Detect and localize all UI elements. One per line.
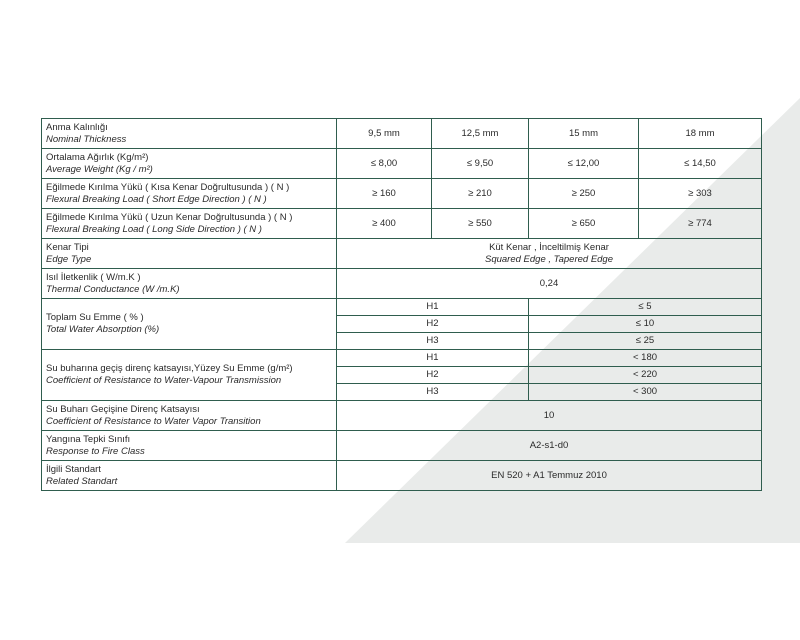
row-weight [42, 149, 762, 179]
label-fire: Yangına Tepki Sınıfı Response to Fire Class [42, 431, 337, 461]
cell-value: 12,5 mm [432, 119, 529, 149]
cell-value: ≥ 250 [529, 179, 639, 209]
cell-value: < 180 [529, 350, 762, 367]
cell-value: 15 mm [529, 119, 639, 149]
cell-value: ≤ 12,00 [529, 149, 639, 179]
cell-value: 18 mm [639, 119, 762, 149]
row-flex-long [42, 209, 762, 239]
cell-value: 9,5 mm [337, 119, 432, 149]
cell-value: ≥ 210 [432, 179, 529, 209]
label-water: Toplam Su Emme ( % ) Total Water Absorption (%) [42, 299, 337, 350]
cell-value: 10 [337, 401, 762, 431]
cell-class: H3 [337, 384, 529, 401]
cell-value: ≤ 5 [529, 299, 762, 316]
cell-value: ≤ 9,50 [432, 149, 529, 179]
label-thickness: Anma Kalınlığı Nominal Thickness [42, 119, 337, 149]
cell-value: ≥ 774 [639, 209, 762, 239]
label-vapour: Su Buharı Geçişine Direnç Katsayısı Coefficient of Resistance to Water Vapor Transition [42, 401, 337, 431]
cell-class: H1 [337, 299, 529, 316]
label-flex-long: Eğilmede Kırılma Yükü ( Uzun Kenar Doğrultusunda ) ( N ) Flexural Breaking Load ( Long Side Direction ) ( N ) [42, 209, 337, 239]
row-fire [42, 431, 762, 461]
row-thickness [42, 119, 762, 149]
row-edge [42, 239, 762, 269]
label-standard: İlgili Standart Related Standart [42, 461, 337, 491]
label-edge: Kenar Tipi Edge Type [42, 239, 337, 269]
label-flex-short: Eğilmede Kırılma Yükü ( Kısa Kenar Doğrultusunda ) ( N ) Flexural Breaking Load ( Short Edge Direction ) ( N ) [42, 179, 337, 209]
row-standard [42, 461, 762, 491]
row-vapour-surface-h1 [42, 350, 762, 367]
cell-value: 0,24 [337, 269, 762, 299]
cell-value-edge: Küt Kenar , İnceltilmiş Kenar Squared Edge , Tapered Edge [337, 239, 762, 269]
cell-value: ≤ 8,00 [337, 149, 432, 179]
label-vapour-surface: Su buharına geçiş direnç katsayısı,Yüzey Su Emme (g/m²) Coefficient of Resistance to Water-Vapour Transmission [42, 350, 337, 401]
cell-value: ≤ 14,50 [639, 149, 762, 179]
row-thermal [42, 269, 762, 299]
cell-value: ≥ 400 [337, 209, 432, 239]
row-flex-short [42, 179, 762, 209]
cell-class: H3 [337, 333, 529, 350]
label-weight: Ortalama Ağırlık (Kg/m²) Average Weight (Kg / m²) [42, 149, 337, 179]
row-vapour [42, 401, 762, 431]
cell-class: H2 [337, 316, 529, 333]
cell-value: ≤ 25 [529, 333, 762, 350]
label-thermal: Isıl İletkenlik ( W/m.K ) Thermal Conductance (W /m.K) [42, 269, 337, 299]
cell-value: EN 520 + A1 Temmuz 2010 [337, 461, 762, 491]
cell-value: ≥ 160 [337, 179, 432, 209]
row-water-h1 [42, 299, 762, 316]
cell-value: ≥ 303 [639, 179, 762, 209]
cell-value: A2-s1-d0 [337, 431, 762, 461]
cell-value: ≥ 550 [432, 209, 529, 239]
cell-class: H2 [337, 367, 529, 384]
cell-value: < 220 [529, 367, 762, 384]
cell-class: H1 [337, 350, 529, 367]
cell-value: < 300 [529, 384, 762, 401]
cell-value: ≥ 650 [529, 209, 639, 239]
cell-value: ≤ 10 [529, 316, 762, 333]
spec-table [41, 118, 762, 491]
